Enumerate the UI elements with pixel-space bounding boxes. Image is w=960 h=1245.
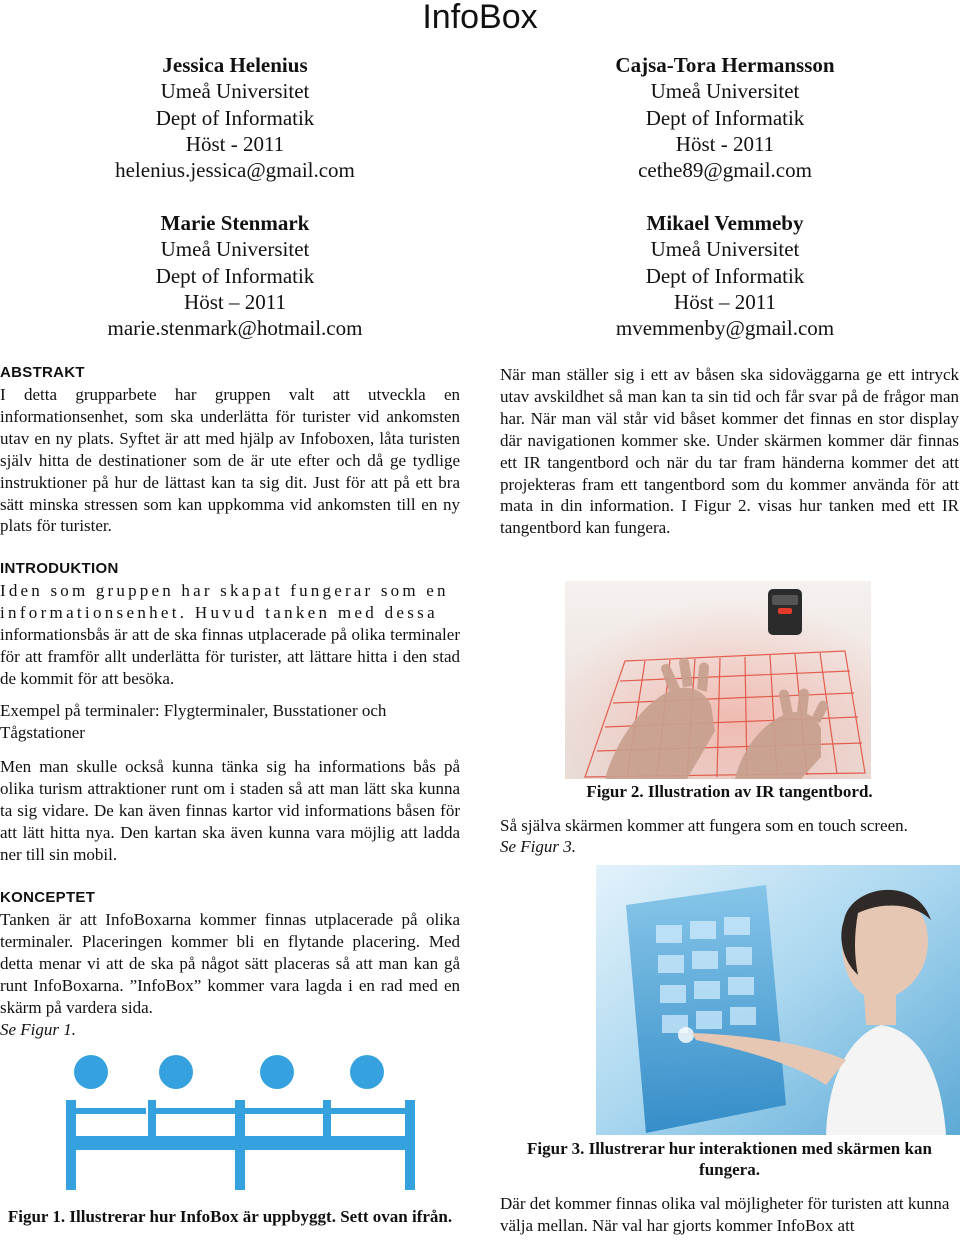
intro-terminals: Exempel på terminaler: Flygterminaler, Busstationer och Tågstationer <box>0 701 387 742</box>
booth-center-screen <box>66 1136 415 1150</box>
author-name: Cajsa-Tora Hermansson <box>615 53 835 77</box>
author-dept: Dept of Informatik <box>155 263 315 288</box>
figure-2-caption: Figur 2. Illustration av IR tangentbord. <box>586 782 873 801</box>
author-name: Mikael Vemmeby <box>646 211 804 235</box>
author-term: Höst - 2011 <box>675 131 775 156</box>
figure-2-ir-keyboard-image <box>565 581 871 779</box>
author-dept: Dept of Informatik <box>155 105 315 130</box>
author-block-3 <box>40 210 430 341</box>
figure-1-caption: Figur 1. Illustrerar hur InfoBox är uppbyggt. Sett ovan ifrån. <box>7 1207 453 1226</box>
booth-screen <box>66 1108 146 1114</box>
author-university: Umeå Universitet <box>650 79 800 104</box>
right-paragraph-1: När man ställer sig i ett av båsen ska sidoväggarna ge ett intryck utav avskildhet så man kan ta sin tid och får svar på de frågor man har. När man väl står vid båset kommer det finnas en stor display där navigationen kommer ske. Under skärmen kommer där finnas ett IR tangentbord och när du tar fram händerna kommer det att projekteras fram ett tangentbord som du kommer använda för att mata in din information. I Figur 2. visas hur tanken med ett IR tangentbord kan fungera. <box>500 365 959 538</box>
figure-3-caption: Figur 3. Illustrerar hur interaktionen med skärmen kan fungera. <box>527 1139 932 1179</box>
abstract-text: I detta grupparbete har gruppen valt att utveckla en informationsenhet, som ska underlätta för turister vid ankomsten utav en ny plats. Syftet är att med hjälp av Infoboxen, låta turisten själv hitta de destinationer som de är ute efter och då ge tydlige instruktioner på hur de lättast kan ta sig dit. Just för att på ett bra sätt minska stressen som kan uppkomma vid ankomsten till en ny plats för turister. <box>0 385 460 536</box>
author-dept: Dept of Informatik <box>645 105 805 130</box>
introduction-heading: INTRODUKTION <box>0 560 119 577</box>
author-email: helenius.jessica@gmail.com <box>115 158 355 183</box>
intro-more: Men man skulle också kunna tänka sig ha informations bås på olika turism attraktioner runt om i staden så att man lätt ska kunna ta sig vidare. De kan även finnas kartor vid informations båsen för att lätt hitta nya. Den kartan ska även kunna vara möjlig att ladda ner till sin mobil. <box>0 757 460 864</box>
author-email: mvemmenby@gmail.com <box>615 316 835 341</box>
author-dept: Dept of Informatik <box>645 263 805 288</box>
figure-1-booth-walls <box>66 1100 415 1190</box>
concept-text: Tanken är att InfoBoxarna kommer finnas utplacerade på olika terminaler. Placeringen kommer bli en flytande placering. Med detta menar vi att de ska på något sätt placeras så att man kan gå runt InfoBoxarna. ”InfoBox” kommer vara lagda i en rad med en skärm på vardera sida. <box>0 910 460 1017</box>
author-email: marie.stenmark@hotmail.com <box>107 316 363 341</box>
concept-figure-ref: Se Figur 1. <box>0 1020 77 1039</box>
right-figure-ref: Se Figur 3. <box>500 837 577 856</box>
intro-line-1: Iden som gruppen har skapat fungerar som en <box>0 581 449 600</box>
intro-text: informationsbås är att de ska finnas utplacerade på olika terminaler för att framför allt underlätta för turister, att lättare hitta i den stad de kommit för att besöka. <box>0 625 460 688</box>
author-term: Höst – 2011 <box>184 289 286 314</box>
right-paragraph-3: Där det kommer finnas olika val möjligheter för turisten att kunna välja mellan. När val har gjorts kommer InfoBox att <box>500 1194 950 1235</box>
intro-line-2: informationsenhet. Huvud tanken med dessa <box>0 603 438 622</box>
booth-screen <box>331 1108 405 1114</box>
booth-screen <box>245 1108 323 1114</box>
right-paragraph-2: Så själva skärmen kommer att fungera som en touch screen. <box>500 816 908 835</box>
figure-1-infobox-diagram <box>60 1050 420 1190</box>
page-title: InfoBox <box>422 0 538 36</box>
booth-user-circle <box>159 1055 193 1089</box>
author-block-1 <box>40 52 430 183</box>
figure-1-circles <box>74 1055 384 1089</box>
abstract-heading: ABSTRAKT <box>0 364 85 381</box>
author-name: Marie Stenmark <box>160 211 310 235</box>
booth-screen <box>156 1108 235 1114</box>
author-block-2 <box>530 52 920 183</box>
booth-user-circle <box>260 1055 294 1089</box>
author-block-4 <box>530 210 920 341</box>
booth-user-circle <box>74 1055 108 1089</box>
author-university: Umeå Universitet <box>160 79 310 104</box>
author-email: cethe89@gmail.com <box>638 158 812 183</box>
author-term: Höst - 2011 <box>185 131 285 156</box>
ir-projector-device <box>768 589 802 635</box>
author-name: Jessica Helenius <box>162 53 308 77</box>
touch-screen-panel <box>626 885 786 1133</box>
figure-3-touchscreen-image <box>596 865 960 1135</box>
author-university: Umeå Universitet <box>650 237 800 262</box>
author-university: Umeå Universitet <box>160 237 310 262</box>
concept-heading: KONCEPTET <box>0 889 96 906</box>
author-term: Höst – 2011 <box>674 289 776 314</box>
booth-user-circle <box>350 1055 384 1089</box>
